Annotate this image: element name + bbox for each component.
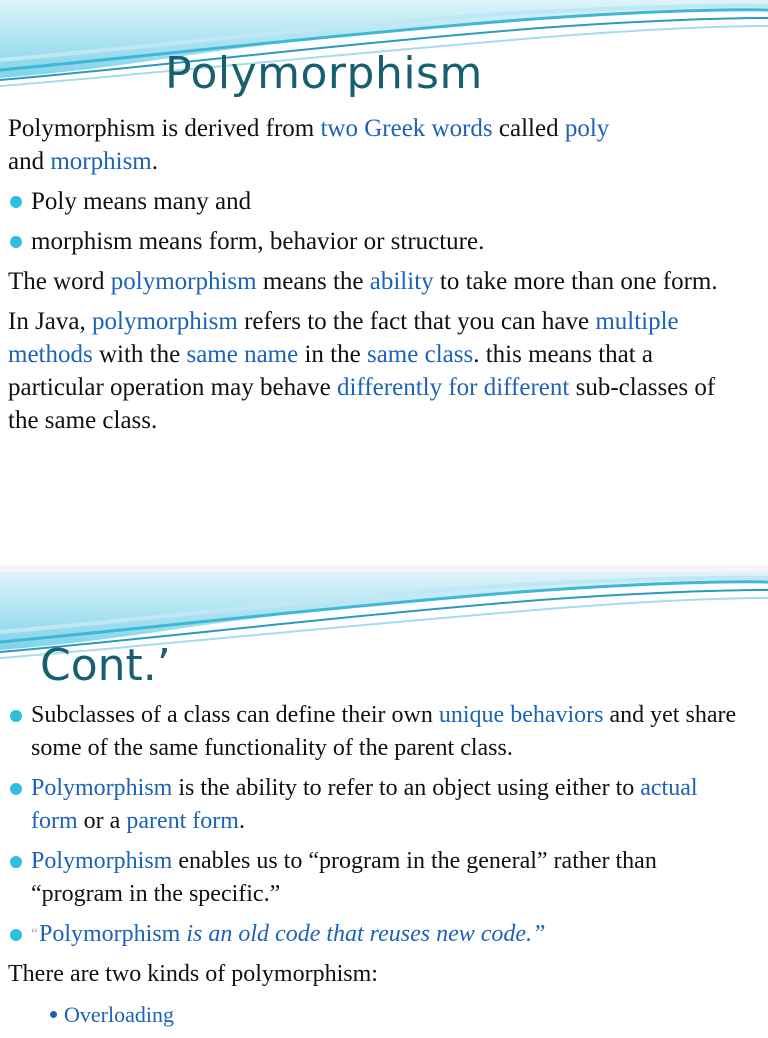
- intro-paragraph: Polymorphism is derived from two Greek words called poly and morphism.: [8, 115, 610, 175]
- list-item: Overloading: [48, 998, 750, 1031]
- slide-body: [8, 699, 750, 1038]
- highlight: actual form: [31, 775, 698, 834]
- kinds-paragraph: There are two kinds of polymorphism:: [8, 961, 378, 987]
- highlight: Polymorphism: [31, 848, 173, 874]
- highlight: same class: [366, 341, 474, 368]
- italic-quote: is an old code that reuses new code.”: [180, 921, 546, 947]
- slide-title: Polymorphism: [165, 48, 483, 99]
- highlight: two Greek words: [320, 115, 493, 142]
- list-item: Poly means many and: [8, 185, 750, 218]
- highlight: polymorphism: [110, 268, 257, 295]
- bullet-list: [8, 185, 750, 258]
- kinds-list: [48, 998, 750, 1031]
- list-item: Subclasses of a class can define their own unique behaviors and yet share some of the same functionality of the parent class.: [8, 699, 750, 765]
- highlight: same name: [186, 341, 299, 368]
- slide-separator: [0, 565, 768, 572]
- highlight: multiple methods: [8, 308, 679, 368]
- list-item: Polymorphism is the ability to refer to an object using either to actual form or a parent form.: [8, 772, 750, 838]
- definition-paragraph: The word polymorphism means the ability to take more than one form.: [8, 268, 718, 295]
- slide-title: Cont.’: [40, 640, 171, 691]
- quote-mark: “: [31, 926, 38, 942]
- bullet-list: [8, 699, 750, 951]
- slide-cont: [0, 572, 768, 1027]
- highlight: poly: [564, 115, 610, 142]
- list-item: [8, 918, 750, 951]
- highlight: Polymorphism: [31, 775, 173, 801]
- highlight: morphism: [50, 148, 152, 175]
- highlight: parent form: [126, 808, 239, 834]
- highlight: ability: [369, 268, 434, 295]
- slide-body: [8, 112, 750, 444]
- java-paragraph: In Java, polymorphism refers to the fact that you can have multiple methods with the same name in the same class. this means that a particular operation may behave differently for different sub-classes of the same class.: [8, 308, 716, 434]
- highlight: differently for different: [337, 374, 570, 401]
- highlight: unique behaviors: [438, 702, 604, 728]
- list-item: Polymorphism enables us to “program in the general” rather than “program in the specific.”: [8, 845, 750, 911]
- highlight: polymorphism: [92, 308, 238, 335]
- highlight: Polymorphism: [39, 921, 181, 947]
- list-item: morphism means form, behavior or structure.: [8, 225, 750, 258]
